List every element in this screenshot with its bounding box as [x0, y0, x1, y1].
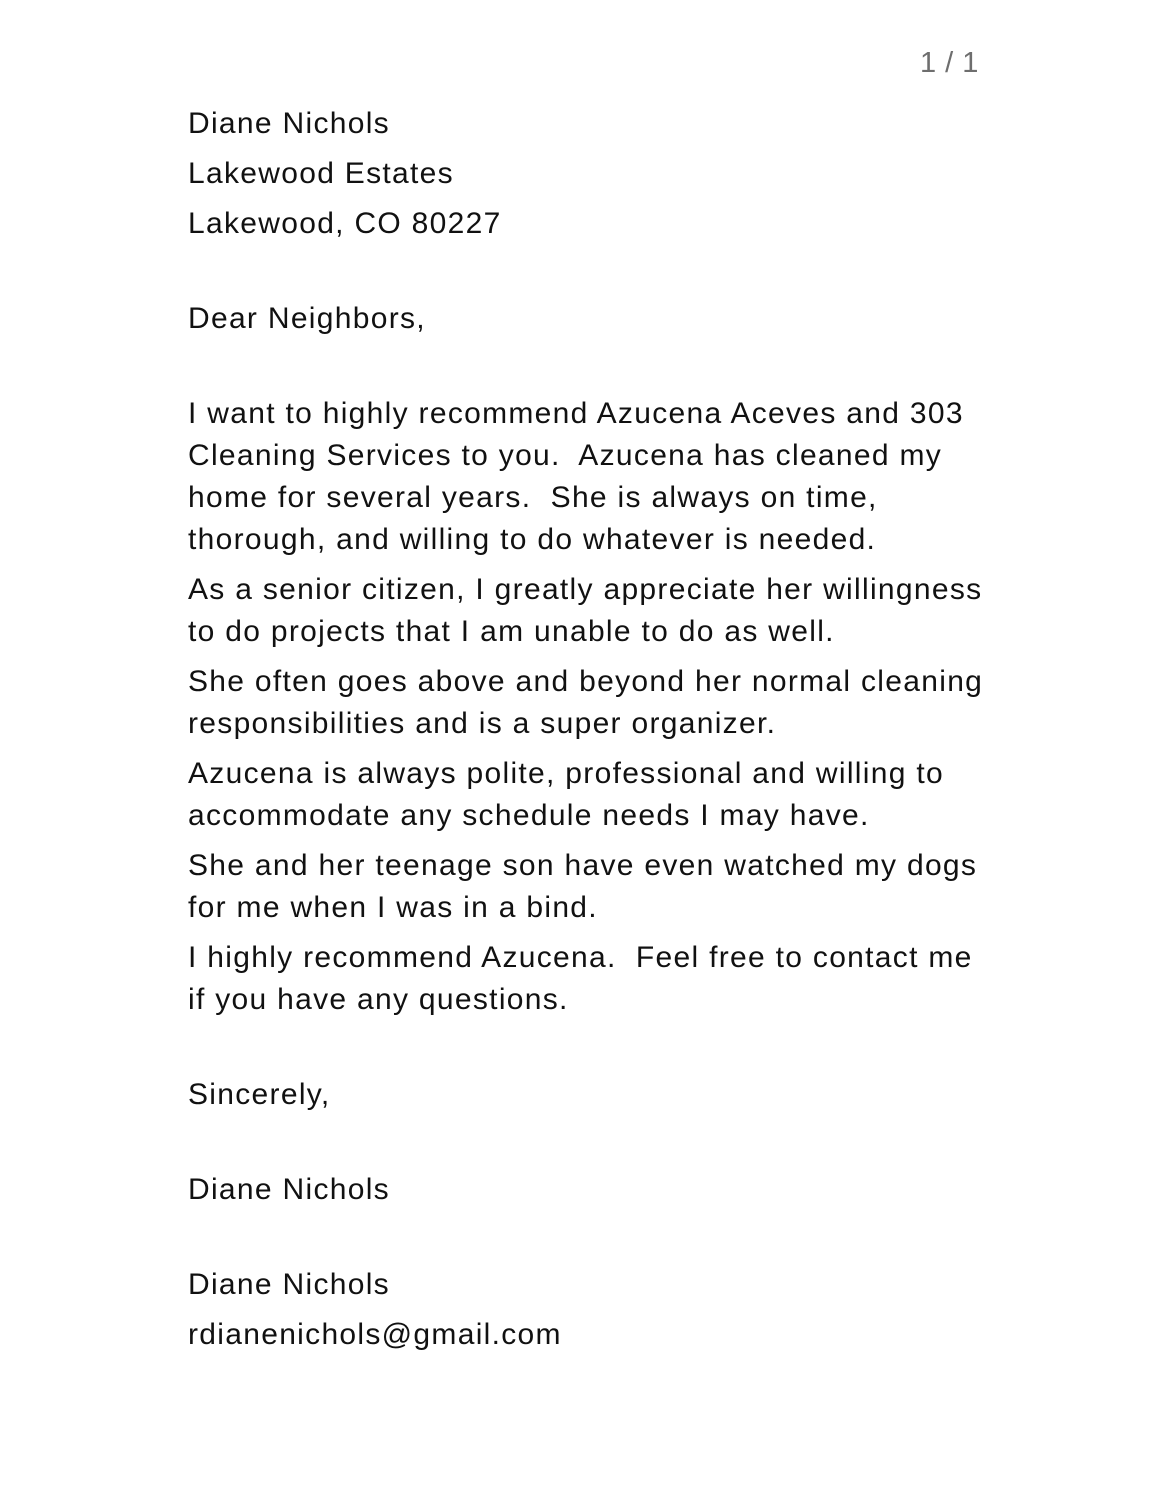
- body-paragraph-3: She often goes above and beyond her normal cleaning responsibilities and is a super organizer.: [188, 665, 993, 740]
- body-paragraph-4: Azucena is always polite, professional and willing to accommodate any schedule needs I may have.: [188, 757, 954, 832]
- sender-name: Diane Nichols: [188, 107, 390, 140]
- salutation: Dear Neighbors,: [188, 302, 426, 335]
- body-paragraph-1: I want to highly recommend Azucena Aceves and 303 Cleaning Services to you. Azucena has cleaned my home for several years. She is always on time, thorough, and willing to do whatever is needed.: [188, 397, 974, 556]
- sender-address-line1: Lakewood Estates: [188, 157, 454, 190]
- signature-name: Diane Nichols: [188, 1173, 390, 1206]
- letter-content: [188, 103, 993, 1364]
- sender-address-line2: Lakewood, CO 80227: [188, 207, 502, 240]
- closing: Sincerely,: [188, 1078, 331, 1111]
- body-paragraph-5: She and her teenage son have even watched my dogs for me when I was in a bind.: [188, 849, 987, 924]
- body-paragraph-2: As a senior citizen, I greatly appreciate her willingness to do projects that I am unable to do as well.: [188, 573, 993, 648]
- typed-name: Diane Nichols: [188, 1268, 390, 1301]
- page-indicator: 1 / 1: [920, 47, 979, 79]
- email-address: rdianenichols@gmail.com: [188, 1318, 562, 1351]
- body-paragraph-6: I highly recommend Azucena. Feel free to contact me if you have any questions.: [188, 941, 983, 1016]
